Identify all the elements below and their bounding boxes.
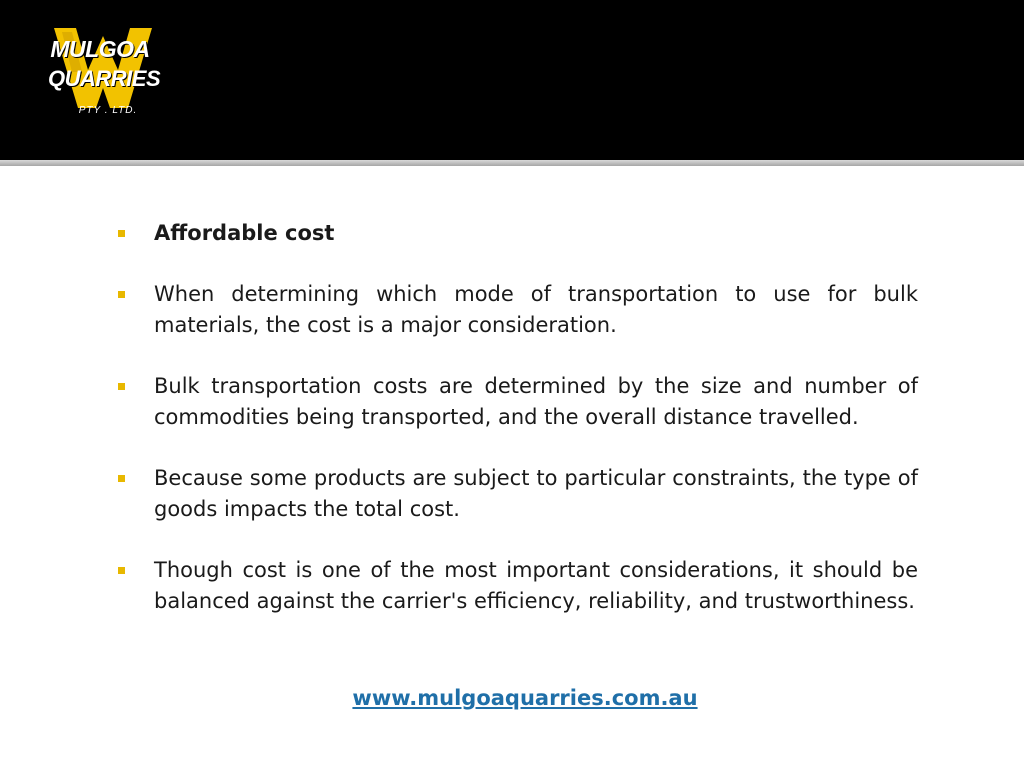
- header-bar: [0, 0, 1024, 160]
- bullet-item: [116, 555, 918, 617]
- logo-text-pty-ltd: PTY . LTD.: [78, 105, 138, 116]
- slide-content: [116, 218, 918, 617]
- logo-text-mulgoa: MULGOA: [50, 36, 150, 62]
- website-link[interactable]: www.mulgoaquarries.com.au: [352, 686, 698, 710]
- bullet-text: Affordable cost: [154, 221, 335, 245]
- bullet-square-icon: [118, 567, 125, 574]
- bullet-text: Though cost is one of the most important considerations, it should be balanced against the carrier's efficiency, reliability, and trustworthiness.: [154, 558, 918, 613]
- header-divider: [0, 160, 1024, 166]
- bullet-item: [116, 371, 918, 433]
- company-logo: [48, 22, 161, 122]
- bullet-square-icon: [118, 475, 125, 482]
- bullet-item: [116, 218, 918, 249]
- bullet-text: When determining which mode of transportation to use for bulk materials, the cost is a major consideration.: [154, 282, 918, 337]
- bullet-square-icon: [118, 383, 125, 390]
- bullet-square-icon: [118, 230, 125, 237]
- bullet-text: Because some products are subject to particular constraints, the type of goods impacts the total cost.: [154, 466, 918, 521]
- bullet-square-icon: [118, 291, 125, 298]
- logo-text-quarries: QUARRIES: [48, 66, 161, 91]
- bullet-text: Bulk transportation costs are determined by the size and number of commodities being transported, and the overall distance travelled.: [154, 374, 918, 429]
- bullet-item: [116, 463, 918, 525]
- bullet-item: [116, 279, 918, 341]
